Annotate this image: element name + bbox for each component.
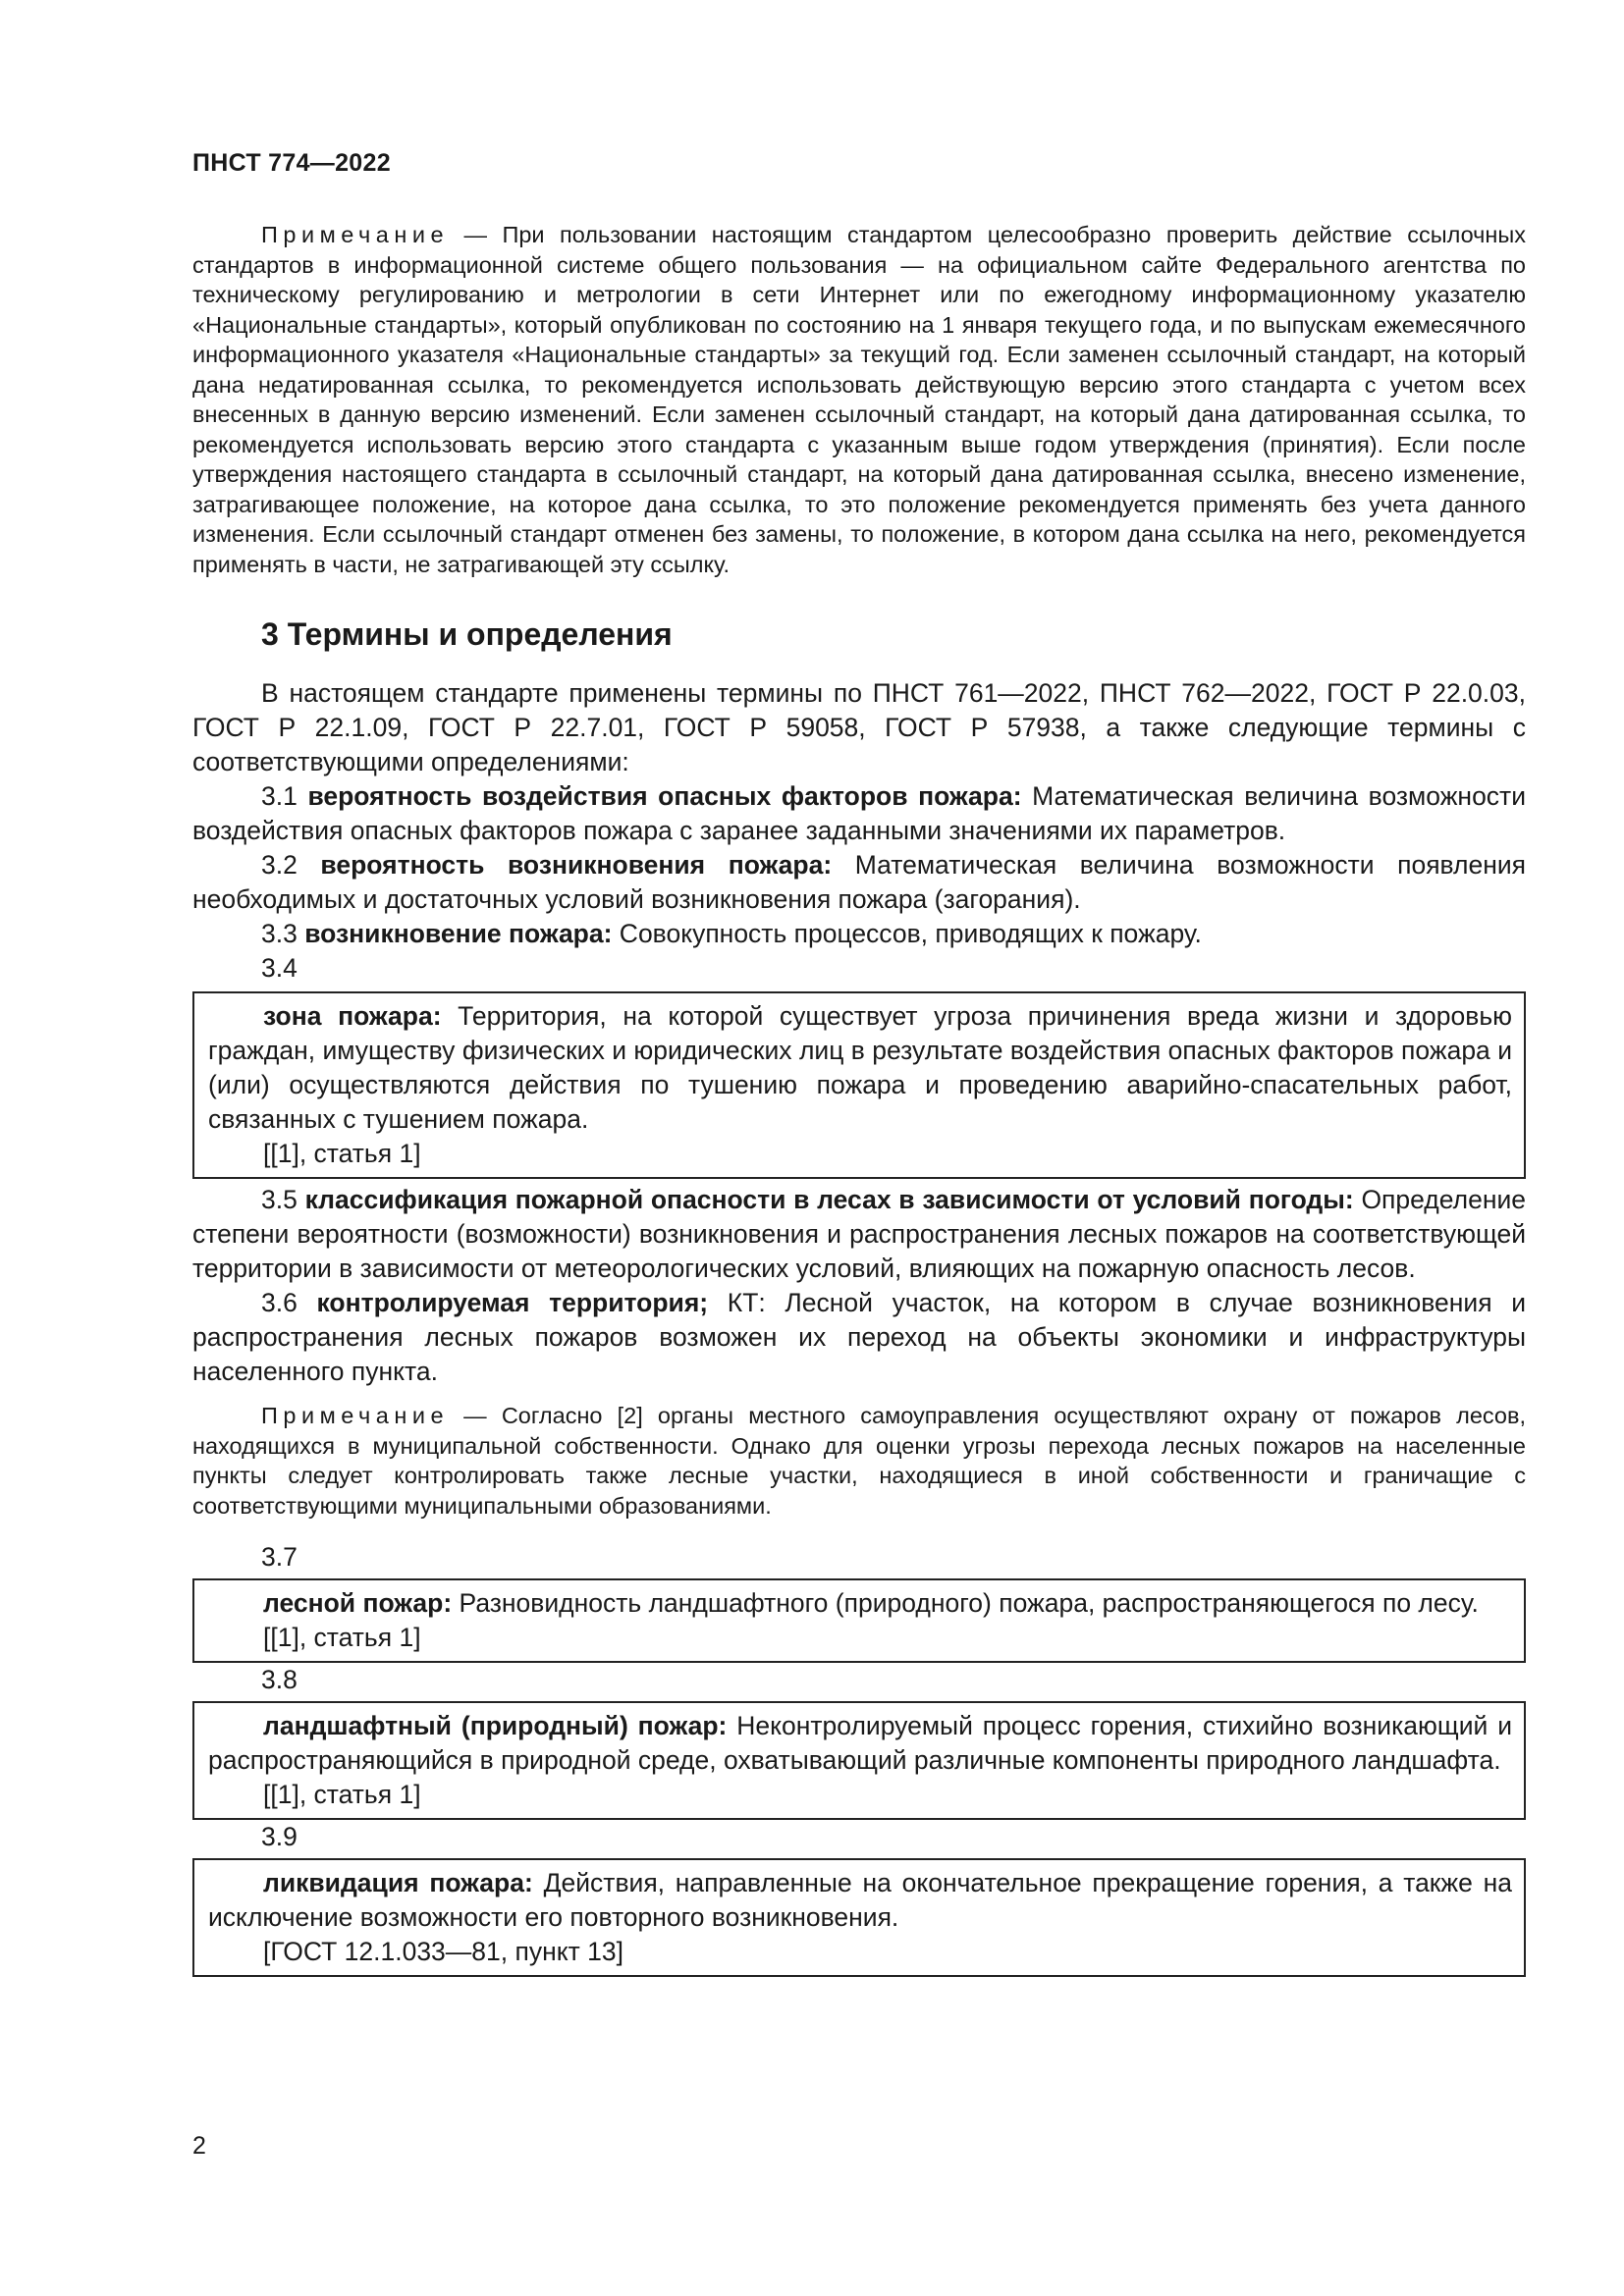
boxed-term-3-4	[192, 991, 1526, 1179]
term-number-3-9: 3.9	[261, 1822, 298, 1851]
page-number: 2	[192, 2132, 206, 2160]
note-text: — При пользовании настоящим стандартом целесообразно проверить действие ссылочных стандартов в информационной системе общего пользования — на официальном сайте Федерального агентства по техническому регулированию и метрологии в сети Интернет или по ежегодному информационному указателю «Национальные стандарты», который опубликован по состоянию на 1 января текущего года, и по выпускам ежемесячного информационного указателя «Национальные стандарты» за текущий год. Если заменен ссылочный стандарт, на который дана недатированная ссылка, то рекомендуется использовать действующую версию этого стандарта с учетом всех внесенных в данную версию изменений. Если заменен ссылочный стандарт, на который дана датированная ссылка, то рекомендуется использовать версию этого стандарта с указанным выше годом утверждения (принятия). Если после утверждения настоящего стандарта в ссылочный стандарт, на который дана датированная ссылка, внесено изменение, затрагивающее положение, на которое дана ссылка, то это положение рекомендуется применять без учета данного изменения. Если ссылочный стандарт отменен без замены, то положение, в котором дана ссылка на него, рекомендуется применять в части, не затрагивающей эту ссылку.	[192, 222, 1526, 577]
term-3-1	[192, 779, 1526, 848]
term-number: 3.6	[261, 1288, 317, 1317]
term-number: 3.3	[261, 919, 305, 948]
term-definition: КТ: Лесной участок, на котором в случае возникновения и распространения лесных пожаров возможен их переход на объекты экономики и инфраструктуры населенного пункта.	[192, 1288, 1527, 1386]
document-code: ПНСТ 774—2022	[192, 149, 391, 177]
term-note	[192, 1401, 1526, 1521]
term-3-2	[192, 848, 1526, 917]
term-3-7	[208, 1586, 1512, 1621]
term-source: [[1], статья 1]	[263, 1139, 421, 1168]
term-name: лесной пожар:	[263, 1588, 453, 1618]
term-definition: Действия, направленные на окончательное прекращение горения, а также на исключение возможности его повторного возникновения.	[208, 1868, 1513, 1932]
term-source: [ГОСТ 12.1.033—81, пункт 13]	[263, 1937, 623, 1966]
term-definition: Математическая величина возможности воздействия опасных факторов пожара с заранее заданными значениями их параметров.	[192, 781, 1526, 845]
term-definition: Территория, на которой существует угроза причинения вреда жизни и здоровью граждан, имуществу физических и юридических лиц в результате воздействия опасных факторов пожара и (или) осуществляются действия по тушению пожара и проведению аварийно-спасательных работ, связанных с тушением пожара.	[208, 1001, 1513, 1134]
note-label: Примечание	[261, 1403, 450, 1428]
term-definition: Неконтролируемый процесс горения, стихийно возникающий и распространяющийся в природной среде, охватывающий различные компоненты природного ландшафта.	[208, 1711, 1512, 1775]
term-source: [[1], статья 1]	[263, 1780, 421, 1809]
reference-note	[192, 220, 1526, 579]
term-number-3-4: 3.4	[261, 953, 298, 983]
note-text: — Согласно [2] органы местного самоуправления осуществляют охрану от пожаров лесов, находящихся в муниципальной собственности. Однако для оценки угрозы перехода лесных пожаров на населенные пункты следует контролировать также лесные участки, находящиеся в иной собственности и граничащие с соответствующими муниципальными образованиями.	[192, 1403, 1526, 1519]
term-name: ликвидация пожара:	[263, 1868, 533, 1897]
term-3-3	[192, 917, 1526, 951]
term-number: 3.2	[261, 850, 321, 880]
term-number-3-7: 3.7	[261, 1542, 298, 1572]
note-label: Примечание	[261, 222, 450, 247]
term-name: ландшафтный (природный) пожар:	[263, 1711, 728, 1740]
term-number: 3.1	[261, 781, 308, 811]
term-number: 3.5	[261, 1185, 305, 1214]
term-3-5	[192, 1183, 1526, 1286]
term-3-6	[192, 1286, 1526, 1389]
term-3-8	[208, 1709, 1512, 1778]
term-name: классификация пожарной опасности в лесах в зависимости от условий погоды:	[304, 1185, 1354, 1214]
term-definition: Определение степени вероятности (возможности) возникновения и распространения лесных пожаров на соответствующей территории в зависимости от метеорологических условий, влияющих на пожарную опасность лесов.	[192, 1185, 1526, 1283]
term-definition: Совокупность процессов, приводящих к пожару.	[612, 919, 1202, 948]
term-name: вероятность возникновения пожара:	[320, 850, 833, 880]
term-name: зона пожара:	[263, 1001, 442, 1031]
term-definition: Разновидность ландшафтного (природного) пожара, распространяющегося по лесу.	[452, 1588, 1479, 1618]
term-source: [[1], статья 1]	[263, 1623, 421, 1652]
term-name: контролируемая территория;	[316, 1288, 709, 1317]
term-name: вероятность воздействия опасных факторов пожара:	[307, 781, 1022, 811]
boxed-term-3-7	[192, 1578, 1526, 1663]
section-intro: В настоящем стандарте применены термины по ПНСТ 761—2022, ПНСТ 762—2022, ГОСТ Р 22.0.03, ГОСТ Р 22.1.09, ГОСТ Р 22.7.01, ГОСТ Р 59058, ГОСТ Р 57938, а также следующие термины с соответствующими определениями:	[192, 678, 1526, 776]
boxed-term-3-8	[192, 1701, 1526, 1820]
boxed-term-3-9	[192, 1858, 1526, 1977]
page-content	[192, 220, 1526, 1977]
term-3-9	[208, 1866, 1512, 1935]
term-definition: Математическая величина возможности появления необходимых и достаточных условий возникновения пожара (загорания).	[192, 850, 1527, 914]
term-3-4	[208, 999, 1512, 1137]
term-name: возникновение пожара:	[304, 919, 613, 948]
section-heading: 3 Термины и определения	[261, 616, 673, 652]
term-number-3-8: 3.8	[261, 1665, 298, 1694]
